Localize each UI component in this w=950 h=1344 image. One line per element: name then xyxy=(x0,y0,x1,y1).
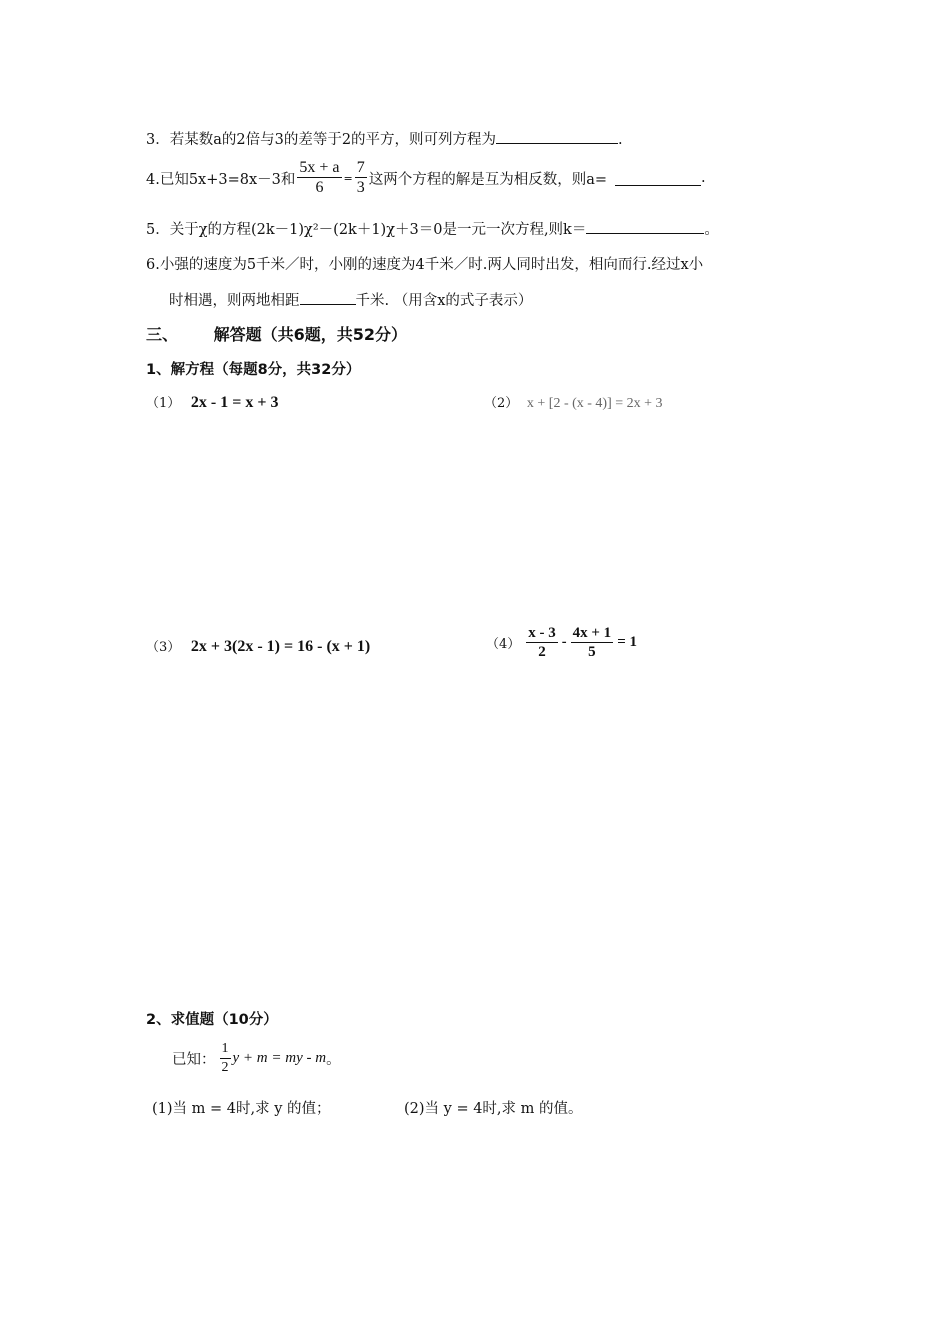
part-2-sub-2: (2)当 y = 4时,求 m 的值。 xyxy=(404,1101,583,1117)
question-5 xyxy=(146,218,719,239)
problem-4-fraction-2-numerator: 4x + 1 xyxy=(572,625,612,641)
fraction-1-numerator: 5x + a xyxy=(297,158,341,178)
section-3-number: 三、 xyxy=(146,325,179,344)
given-fraction xyxy=(220,1041,231,1076)
problem-4-rhs: = 1 xyxy=(617,634,637,651)
problem-4-fraction-2 xyxy=(571,624,614,662)
fraction-2-numerator: 7 xyxy=(355,158,367,178)
problem-4-label: （4） xyxy=(486,637,521,653)
question-6-line-1: 6.小强的速度为5千米／时，小刚的速度为4千米／时.两人同时出发，相向而行.经过x小 xyxy=(146,257,704,273)
problem-1-equation: 2x - 1 = x + 3 xyxy=(190,394,279,411)
answer-blank-6[interactable] xyxy=(300,289,356,305)
question-4-end: . xyxy=(701,170,706,187)
fraction-1-denominator: 6 xyxy=(315,179,324,197)
problem-3-equation: 2x + 3(2x - 1) = 16 - (x + 1) xyxy=(190,638,371,655)
question-3 xyxy=(146,128,623,149)
given-fraction-denominator: 2 xyxy=(221,1059,229,1075)
question-4-fraction-2 xyxy=(355,158,367,198)
given-end: 。 xyxy=(326,1052,341,1069)
problem-4-fraction-1-numerator: x - 3 xyxy=(528,625,556,641)
question-6-line-2 xyxy=(169,289,532,310)
part-1-title: 1、解方程（每题8分，共32分） xyxy=(146,362,361,378)
question-4-equals: = xyxy=(343,171,353,185)
problem-4-fraction-1-denominator: 2 xyxy=(538,644,546,660)
question-4-post: 这两个方程的解是互为相反数，则a= xyxy=(368,171,608,188)
problem-2-label: （2） xyxy=(484,396,519,411)
problem-4-fraction-1 xyxy=(526,624,558,662)
problem-2-equation: x + [2 - (x - 4)] = 2x + 3 xyxy=(526,396,663,411)
answer-blank-5[interactable] xyxy=(586,218,704,234)
fraction-2-denominator: 3 xyxy=(356,179,365,197)
problem-4 xyxy=(486,624,637,662)
part-2-sub-1: (1)当 m = 4时,求 y 的值； xyxy=(152,1101,331,1117)
question-3-end: . xyxy=(618,132,623,148)
problem-3-label: （3） xyxy=(146,640,181,655)
given-equation: y + m = my - m xyxy=(232,1050,327,1067)
section-3-heading xyxy=(146,322,407,345)
problem-1-label: （1） xyxy=(146,396,181,411)
question-5-text: 5．关于χ的方程(2k－1)χ²－(2k＋1)χ＋3＝0是一元一次方程,则k＝ xyxy=(146,222,587,238)
question-4-pre: 4.已知5x+3=8x－3和 xyxy=(146,171,296,188)
question-3-text: 3．若某数a的2倍与3的差等于2的平方，则可列方程为 xyxy=(146,132,497,148)
problem-1 xyxy=(146,392,278,412)
question-6-pre: 时相遇，则两地相距 xyxy=(169,293,300,309)
section-3-title: 解答题（共6题，共52分） xyxy=(213,325,407,344)
given-label: 已知： xyxy=(172,1052,216,1069)
question-5-end: 。 xyxy=(704,222,719,238)
question-6-post: 千米. （用含x的式子表示） xyxy=(355,293,533,309)
problem-4-minus: - xyxy=(561,634,567,651)
answer-blank-3[interactable] xyxy=(496,128,618,144)
problem-2 xyxy=(484,392,663,412)
given-fraction-numerator: 1 xyxy=(220,1041,231,1059)
problem-4-fraction-2-denominator: 5 xyxy=(588,644,596,660)
problem-3 xyxy=(146,636,370,656)
question-4 xyxy=(146,158,706,198)
part-2-given xyxy=(172,1041,341,1076)
answer-blank-4[interactable] xyxy=(615,170,701,186)
part-2-title: 2、求值题（10分） xyxy=(146,1012,278,1028)
question-4-fraction-1 xyxy=(297,158,341,198)
